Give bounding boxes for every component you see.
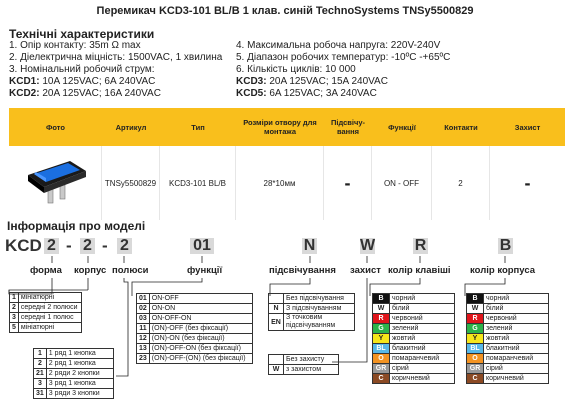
form-desc: мініатюрні (18, 323, 81, 333)
backlight-desc: З точковим підсвічуванням (284, 314, 355, 331)
label-key-color: колір клавіші (388, 265, 451, 276)
cell-article: TNSy5500829 (102, 146, 160, 220)
form-code: 1 (10, 293, 19, 303)
table-row (137, 344, 253, 354)
color-name: жовтий (484, 334, 549, 344)
table-row (137, 304, 253, 314)
color-code: B (467, 294, 484, 304)
spec-line-4: 4. Максимальна робоча напруга: 220V-240V (236, 40, 441, 51)
backlight-code: N (269, 304, 284, 314)
spec-kcd2: KCD2: 20A 125VAC; 16A 240VAC (9, 88, 161, 99)
color-name: білий (390, 304, 455, 314)
code-body-color: B (499, 237, 512, 254)
color-row (467, 324, 549, 334)
form-table (9, 292, 82, 333)
color-row (373, 344, 455, 354)
body-color-table (466, 293, 549, 384)
col-function: Функції (388, 122, 416, 132)
table-row (269, 314, 355, 331)
col-backlight: Підсвічу-вання (330, 118, 366, 136)
poles-code: 2 (34, 359, 47, 369)
backlight-code (269, 294, 284, 304)
backlight-code: EN (269, 314, 284, 331)
color-row (373, 294, 455, 304)
color-name: блакитний (390, 344, 455, 354)
protection-code (269, 355, 284, 365)
color-row (373, 314, 455, 324)
poles-desc: 3 ряди 3 кнопки (46, 389, 113, 399)
color-code: G (467, 324, 484, 334)
func-code: 03 (137, 314, 150, 324)
func-desc: ON-OFF (149, 294, 252, 304)
color-name: зелений (484, 324, 549, 334)
protection-desc: Без захисту (284, 355, 339, 365)
table-row (137, 294, 253, 304)
code-form: 2 (44, 238, 59, 254)
cell-size: 28*10мм (236, 146, 324, 220)
form-desc: мініатюрні (18, 293, 81, 303)
color-code: O (467, 354, 484, 364)
func-desc: (ON)-OFF-(ON) (без фіксації) (149, 354, 252, 364)
spec-kcd3: KCD3: 20A 125VAC; 15A 240VAC (236, 76, 388, 87)
func-desc: (ON)-OFF-ON (без фіксації) (149, 344, 252, 354)
key-color-table (372, 293, 455, 384)
backlight-desc: Без підсвічування (284, 294, 355, 304)
color-code: O (373, 354, 390, 364)
cell-type: KCD3-101 BL/B (160, 146, 236, 220)
color-name: сірий (390, 364, 455, 374)
table-row (10, 303, 82, 313)
color-row (467, 364, 549, 374)
label-form: форма (30, 265, 62, 276)
func-code: 12 (137, 334, 150, 344)
code-protection: W (360, 237, 376, 254)
func-code: 13 (137, 344, 150, 354)
color-row (373, 304, 455, 314)
color-row (467, 344, 549, 354)
model-info-heading: Інформація про моделі (7, 219, 146, 233)
color-name: помаранчевий (484, 354, 549, 364)
color-row (373, 364, 455, 374)
form-desc: середні 2 полюси (18, 303, 81, 313)
table-row (269, 294, 355, 304)
col-contacts: Контакти (444, 122, 478, 132)
code-body: 2 (80, 238, 95, 254)
cell-backlight: - (324, 146, 372, 220)
functions-table (136, 293, 253, 364)
protection-code: W (269, 365, 284, 375)
form-code: 3 (10, 313, 19, 323)
label-functions: функції (187, 265, 223, 276)
label-backlight: підсвічування (269, 265, 336, 276)
col-photo: Фото (46, 122, 65, 132)
code-prefix: KCD (5, 236, 42, 255)
color-code: W (373, 304, 390, 314)
col-article: Артикул (115, 122, 147, 132)
poles-desc: 3 ряд 1 кнопка (46, 379, 113, 389)
spec-line-2: 2. Діелектрична міцність: 1500VAC, 1 хвилина (9, 52, 223, 63)
color-code: W (467, 304, 484, 314)
color-code: Y (467, 334, 484, 344)
table-row (10, 323, 82, 333)
func-desc: (ON)-ON (без фіксації) (149, 334, 252, 344)
poles-code: 31 (34, 389, 47, 399)
poles-code: 21 (34, 369, 47, 379)
code-sep: - (102, 236, 108, 255)
table-row (34, 379, 114, 389)
color-row (373, 354, 455, 364)
color-row (467, 294, 549, 304)
color-code: Y (373, 334, 390, 344)
form-code: 2 (10, 303, 19, 313)
color-row (467, 374, 549, 384)
poles-code: 3 (34, 379, 47, 389)
protection-table (268, 354, 339, 375)
form-desc: середні 1 полюс (18, 313, 81, 323)
color-code: R (373, 314, 390, 324)
color-row (467, 314, 549, 324)
table-row (34, 389, 114, 399)
label-protection: захист (350, 265, 381, 276)
color-row (467, 334, 549, 344)
code-functions: 01 (190, 238, 214, 254)
table-row (269, 355, 339, 365)
color-code: R (467, 314, 484, 324)
table-row (137, 324, 253, 334)
table-row (10, 313, 82, 323)
code-sep: - (66, 236, 72, 255)
spec-line-1: 1. Опір контакту: 35m Ω max (9, 40, 141, 51)
label-body: корпус (74, 265, 107, 276)
backlight-desc: З підсвічуванням (284, 304, 355, 314)
color-row (373, 334, 455, 344)
table-row (137, 334, 253, 344)
color-code: BL (467, 344, 484, 354)
label-body-color: колір корпуса (470, 265, 536, 276)
poles-code: 1 (34, 349, 47, 359)
func-code: 01 (137, 294, 150, 304)
specs-heading: Технічні характеристики (9, 27, 155, 41)
spec-kcd5: KCD5: 6A 125VAC; 3A 240VAC (236, 88, 377, 99)
func-desc: (ON)-OFF (без фіксації) (149, 324, 252, 334)
cell-function: ON - OFF (372, 146, 432, 220)
code-backlight: N (303, 237, 316, 254)
poles-table (33, 348, 114, 399)
color-name: чорний (484, 294, 549, 304)
color-name: червоний (484, 314, 549, 324)
color-name: коричневий (390, 374, 455, 384)
spec-kcd1: KCD1: 10A 125VAC; 6A 240VAC (9, 76, 156, 87)
col-size: Розміри отвору для монтажа (243, 118, 317, 136)
color-code: BL (373, 344, 390, 354)
color-name: жовтий (390, 334, 455, 344)
func-desc: ON-OFF-ON (149, 314, 252, 324)
color-row (467, 354, 549, 364)
col-protection: Захист (514, 122, 541, 132)
color-code: B (373, 294, 390, 304)
table-row (137, 314, 253, 324)
color-name: сірий (484, 364, 549, 374)
table-row (137, 354, 253, 364)
spec-line-3: 3. Номінальний робочий струм: (9, 64, 155, 75)
color-row (467, 304, 549, 314)
color-name: коричневий (484, 374, 549, 384)
col-type: Тип (191, 122, 205, 132)
color-name: зелений (390, 324, 455, 334)
spec-line-5: 5. Діапазон робочих температур: -10ºC -+65ºC (236, 52, 451, 63)
cell-contacts: 2 (432, 146, 490, 220)
color-code: GR (467, 364, 484, 374)
func-desc: ON-ON (149, 304, 252, 314)
poles-desc: 2 ряди 2 кнопки (46, 369, 113, 379)
table-row (34, 369, 114, 379)
spec-line-6: 6. Кількість циклів: 10 000 (236, 64, 356, 75)
code-poles: 2 (117, 238, 132, 254)
code-key-color: R (414, 237, 427, 254)
color-name: чорний (390, 294, 455, 304)
label-poles: полюси (112, 265, 149, 276)
func-code: 23 (137, 354, 150, 364)
table-row (34, 349, 114, 359)
color-name: червоний (390, 314, 455, 324)
color-name: білий (484, 304, 549, 314)
poles-desc: 1 ряд 1 кнопка (46, 349, 113, 359)
func-code: 11 (137, 324, 150, 334)
color-name: помаранчевий (390, 354, 455, 364)
table-row (34, 359, 114, 369)
color-code: G (373, 324, 390, 334)
color-name: блакитний (484, 344, 549, 354)
product-title: Перемикач KCD3-101 BL/B 1 клав. синій TechnoSystems TNSy5500829 (96, 5, 474, 17)
table-row (269, 365, 339, 375)
cell-protection: - (524, 172, 531, 193)
table-row (10, 293, 82, 303)
color-code: C (467, 374, 484, 384)
func-code: 02 (137, 304, 150, 314)
color-code: C (373, 374, 390, 384)
color-row (373, 374, 455, 384)
backlight-table (268, 293, 355, 331)
color-code: GR (373, 364, 390, 374)
form-code: 5 (10, 323, 19, 333)
protection-desc: з захистом (284, 365, 339, 375)
poles-desc: 2 ряд 1 кнопка (46, 359, 113, 369)
color-row (373, 324, 455, 334)
table-row (269, 304, 355, 314)
